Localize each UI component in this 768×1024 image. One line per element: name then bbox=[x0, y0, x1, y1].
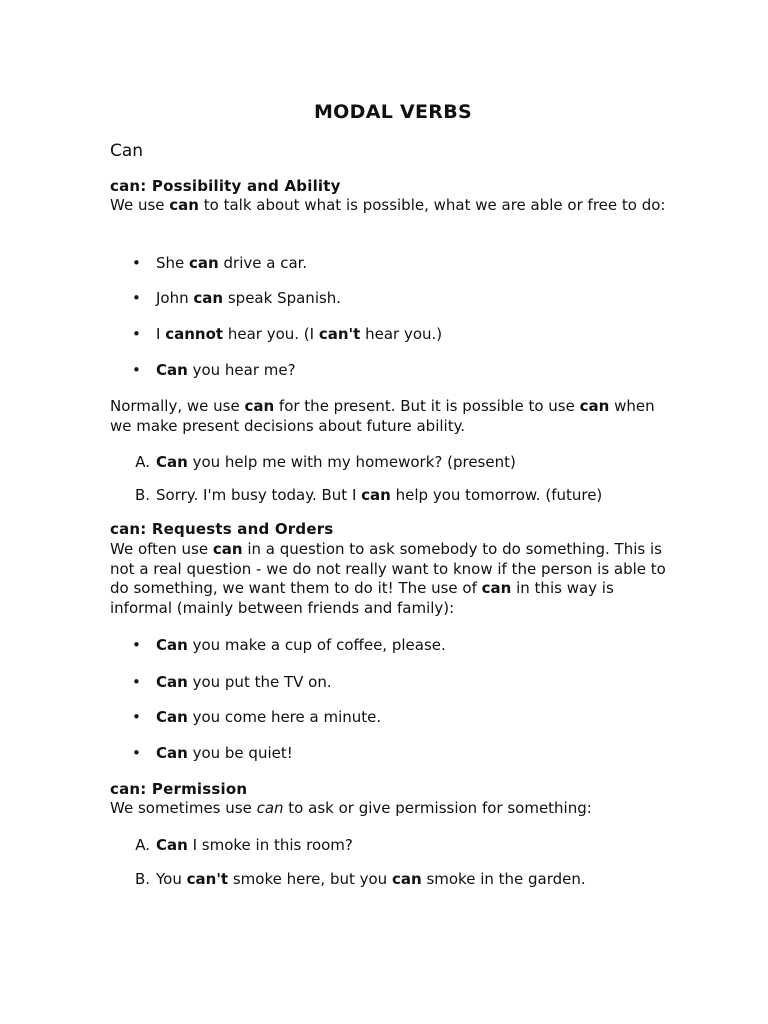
emphasis-bold: can bbox=[244, 397, 275, 415]
emphasis-bold: Can bbox=[156, 453, 188, 471]
emphasis-bold: can bbox=[361, 486, 391, 504]
emphasis-bold: Can bbox=[156, 361, 188, 379]
emphasis-italic: can bbox=[256, 799, 284, 817]
page-title: MODAL VERBS bbox=[313, 101, 473, 123]
emphasis-bold: can bbox=[193, 289, 224, 307]
bullet-marker: • bbox=[132, 361, 141, 379]
list-item-text: Can you make a cup of coffee, please. bbox=[156, 636, 446, 654]
emphasis-bold: can bbox=[481, 579, 512, 597]
bullet-marker: • bbox=[132, 744, 141, 762]
subheading-requests: can: Requests and Orders bbox=[110, 520, 334, 538]
emphasis-bold: can't bbox=[186, 870, 229, 888]
bullet-marker: • bbox=[132, 673, 141, 691]
bullet-marker: • bbox=[132, 289, 141, 307]
paragraph: We often use can in a question to ask somebody to do something. This is not a real question - we do not really want to know if the person is able to do something, we want them to do it! The use of can in this way is informal (mainly between friends and family): bbox=[110, 540, 666, 617]
emphasis-bold: can bbox=[212, 540, 243, 558]
list-item-text: Can you put the TV on. bbox=[156, 673, 332, 691]
emphasis-bold: can bbox=[391, 870, 422, 888]
list-item-text: Sorry. I'm busy today. But I can help you tomorrow. (future) bbox=[156, 486, 603, 504]
section-heading: Can bbox=[110, 141, 144, 161]
emphasis-bold: Can bbox=[156, 636, 188, 654]
subheading-permission: can: Permission bbox=[110, 780, 248, 798]
list-item-text: Can I smoke in this room? bbox=[156, 836, 353, 854]
emphasis-bold: can bbox=[189, 254, 219, 272]
emphasis-bold: Can bbox=[156, 673, 188, 691]
emphasis-bold: can bbox=[579, 397, 610, 415]
list-item-text: She can drive a car. bbox=[156, 254, 308, 272]
list-item-text: John can speak Spanish. bbox=[156, 289, 342, 307]
list-item-text: Can you be quiet! bbox=[156, 744, 293, 762]
list-item-text: I cannot hear you. (I can't hear you.) bbox=[156, 325, 443, 343]
bullet-marker: • bbox=[132, 636, 141, 654]
paragraph: Normally, we use can for the present. But it is possible to use can when we make present decisions about future ability. bbox=[110, 397, 655, 435]
list-item-text: Can you help me with my homework? (present) bbox=[156, 453, 516, 471]
emphasis-bold: can bbox=[169, 196, 199, 214]
emphasis-bold: can't bbox=[318, 325, 361, 343]
emphasis-bold: Can bbox=[156, 836, 188, 854]
bullet-marker: • bbox=[132, 708, 141, 726]
subheading-possibility: can: Possibility and Ability bbox=[110, 177, 341, 195]
paragraph: We sometimes use can to ask or give permission for something: bbox=[110, 799, 592, 817]
list-item-text: You can't smoke here, but you can smoke in the garden. bbox=[156, 870, 586, 888]
list-marker: A. bbox=[135, 453, 150, 471]
emphasis-bold: cannot bbox=[165, 325, 224, 343]
list-item-text: Can you come here a minute. bbox=[156, 708, 382, 726]
emphasis-bold: Can bbox=[156, 744, 188, 762]
paragraph: We use can to talk about what is possible, what we are able or free to do: bbox=[110, 196, 666, 214]
bullet-marker: • bbox=[132, 325, 141, 343]
list-marker: B. bbox=[134, 486, 150, 504]
list-marker: A. bbox=[135, 836, 150, 854]
bullet-marker: • bbox=[132, 254, 141, 272]
list-marker: B. bbox=[134, 870, 150, 888]
emphasis-bold: Can bbox=[156, 708, 188, 726]
list-item-text: Can you hear me? bbox=[156, 361, 296, 379]
